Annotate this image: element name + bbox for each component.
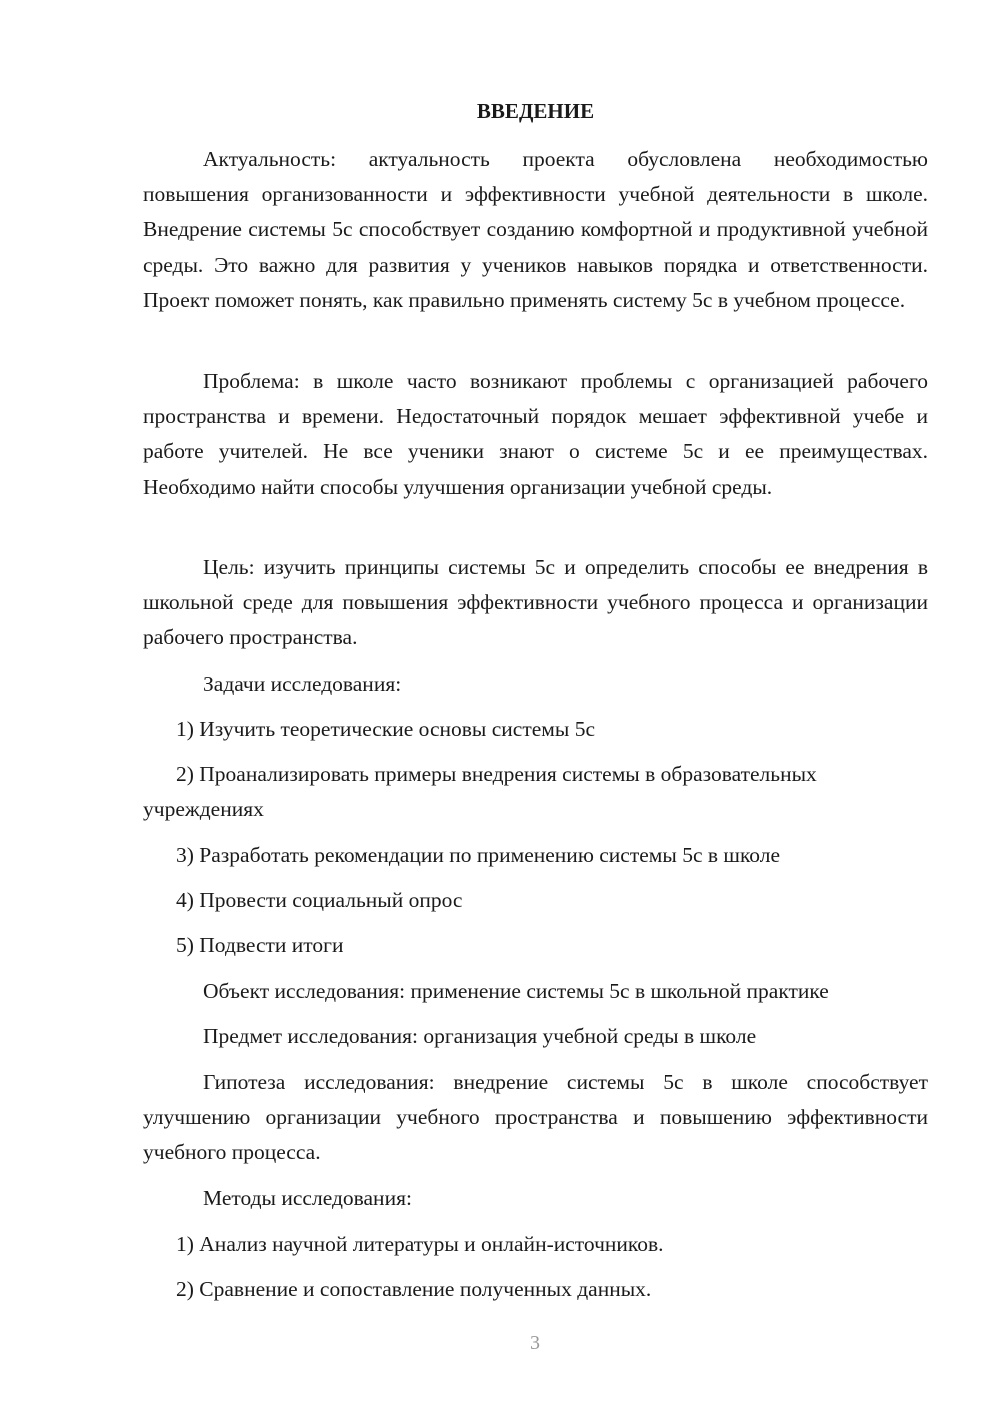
research-subject: Предмет исследования: организация учебной среды в школе: [203, 1024, 757, 1048]
method-item-1: 1) Анализ научной литературы и онлайн-источников.: [176, 1232, 664, 1256]
hypothesis-paragraph: Гипотеза исследования: внедрение системы 5с в школе способствует улучшению организации учебного пространства и повышению эффективности учебного процесса.: [143, 1070, 928, 1165]
method-item-2: 2) Сравнение и сопоставление полученных данных.: [176, 1277, 652, 1301]
page-title: ВВЕДЕНИЕ: [476, 99, 595, 123]
task-item-5: 5) Подвести итоги: [176, 933, 344, 957]
task-item-1: 1) Изучить теоретические основы системы 5с: [176, 717, 595, 741]
relevance-paragraph: Актуальность: актуальность проекта обусловлена необходимостью повышения организованности и эффективности учебной деятельности в школе. Внедрение системы 5с способствует созданию комфортной и продуктивной учебной среды. Это важно для развития у учеников навыков порядка и ответственности. Проект поможет понять, как правильно применять систему 5с в учебном процессе.: [143, 147, 928, 312]
methods-heading: Методы исследования:: [203, 1186, 412, 1210]
problem-paragraph: Проблема: в школе часто возникают проблемы с организацией рабочего пространства и времени. Недостаточный порядок мешает эффективной учебе и работе учителей. Не все ученики знают о системе 5с и ее преимуществах. Необходимо найти способы улучшения организации учебной среды.: [143, 369, 928, 499]
task-item-2: 2) Проанализировать примеры внедрения системы в образовательных учреждениях: [143, 762, 817, 822]
page-number: 3: [530, 1332, 540, 1354]
goal-paragraph: Цель: изучить принципы системы 5с и определить способы ее внедрения в школьной среде для повышения эффективности учебного процесса и организации рабочего пространства.: [143, 555, 928, 650]
tasks-heading: Задачи исследования:: [203, 672, 402, 696]
task-item-4: 4) Провести социальный опрос: [176, 888, 463, 912]
task-item-3: 3) Разработать рекомендации по применению системы 5с в школе: [176, 843, 781, 867]
research-object: Объект исследования: применение системы 5с в школьной практике: [203, 979, 829, 1003]
